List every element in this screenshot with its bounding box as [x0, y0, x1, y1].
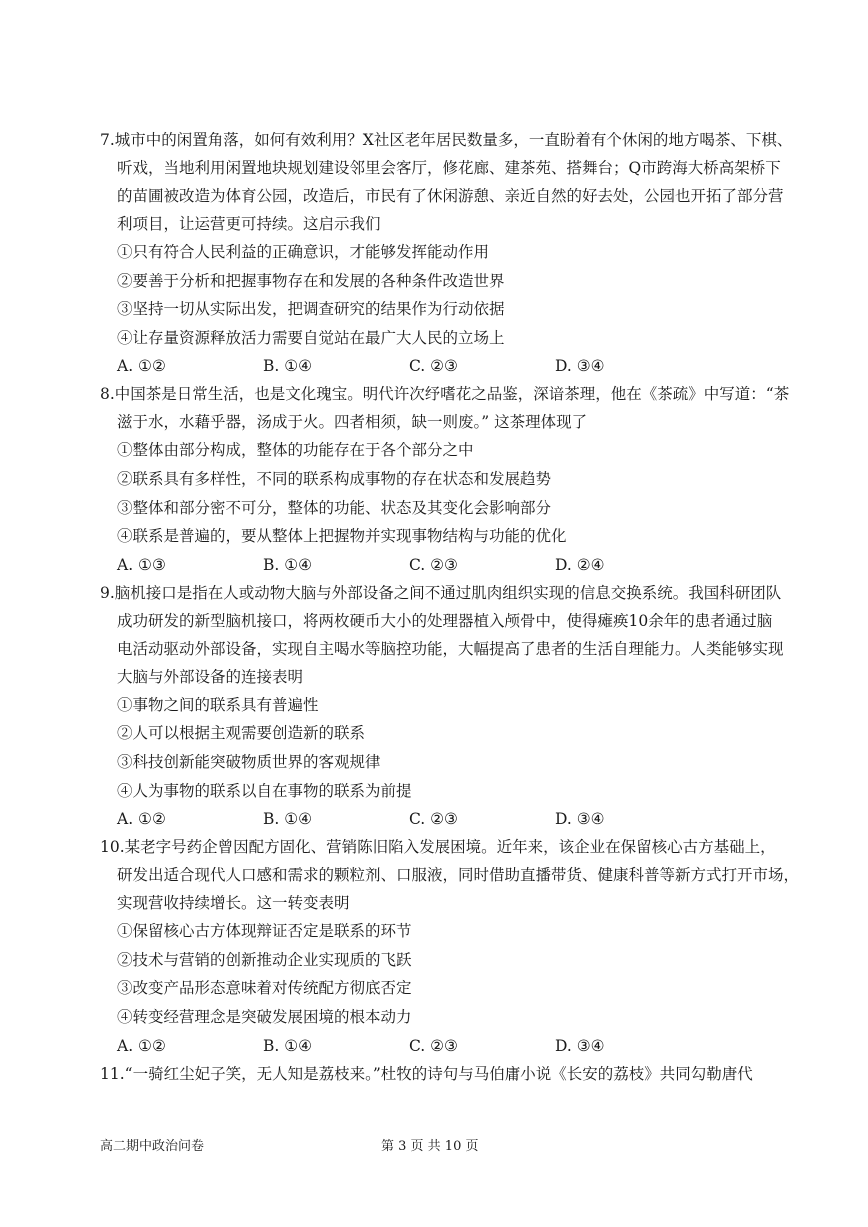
- statement-option: ①保留核心古方体现辩证否定是联系的环节: [117, 922, 412, 941]
- statement-option: ③科技创新能突破物质世界的客观规律: [117, 752, 381, 771]
- question-text-line: 的苗圃被改造为体育公园，改造后，市民有了休闲游憩、亲近自然的好去处，公园也开拓了部分营: [117, 187, 784, 205]
- choice-c: C. ②③: [409, 555, 458, 574]
- choice-b: B. ①④: [263, 555, 313, 574]
- statement-option: ③整体和部分密不可分，整体的功能、状态及其变化会影响部分: [117, 498, 552, 517]
- question-text-line: 电活动驱动外部设备，实现自主喝水等脑控功能，大幅提高了患者的生活自理能力。人类能够实现: [117, 639, 784, 658]
- choice-c: C. ②③: [409, 357, 458, 376]
- choice-c: C. ②③: [409, 810, 458, 829]
- question-9: [100, 579, 800, 833]
- answer-choices: [100, 352, 800, 380]
- question-text-line: 实现营收持续增长。这一转变表明: [117, 894, 350, 913]
- choice-a: A. ①②: [117, 810, 166, 829]
- statement-option: ②技术与营销的创新推动企业实现质的飞跃: [117, 950, 412, 969]
- statement-option: ④让存量资源释放活力需要自觉站在最广大人民的立场上: [117, 328, 505, 347]
- question-text-line: 7.城市中的闲置角落，如何有效利用？X社区老年居民数量多，一直盼着有个休闲的地方喝茶、下棋、: [100, 131, 793, 149]
- statement-option: ②联系具有多样性，不同的联系构成事物的存在状态和发展趋势: [117, 469, 552, 488]
- question-text-line: 滋于水，水藉乎器，汤成于火。四者相须，缺一则废。” 这茶理体现了: [117, 413, 588, 432]
- answer-choices: [100, 1032, 800, 1060]
- answer-choices: [100, 551, 800, 579]
- question-text-line: 9.脑机接口是指在人或动物大脑与外部设备之间不通过肌肉组织实现的信息交换系统。我国科研团队: [100, 583, 782, 602]
- statement-option: ①只有符合人民利益的正确意识，才能够发挥能动作用: [117, 243, 490, 261]
- question-11: [100, 1060, 800, 1088]
- statement-option: ①整体由部分构成，整体的功能存在于各个部分之中: [117, 441, 474, 460]
- question-text-line: 大脑与外部设备的连接表明: [117, 667, 304, 686]
- statement-option: ③坚持一切从实际出发，把调查研究的结果作为行动依据: [117, 300, 505, 319]
- statement-option: ②要善于分析和把握事物存在和发展的各种条件改造世界: [117, 271, 505, 290]
- statement-option: ③改变产品形态意味着对传统配方彻底否定: [117, 979, 412, 998]
- choice-b: B. ①④: [263, 1036, 313, 1055]
- choice-b: B. ①④: [263, 357, 313, 376]
- choice-a: A. ①②: [117, 1036, 166, 1055]
- question-text-line: 11.“一骑红尘妃子笑，无人知是荔枝来。”杜牧的诗句与马伯庸小说《长安的荔枝》共同勾勒唐代: [100, 1064, 753, 1083]
- statement-option: ④联系是普遍的，要从整体上把握物并实现事物结构与功能的优化: [117, 527, 567, 546]
- choice-d: D. ③④: [555, 357, 605, 376]
- question-text-line: 利项目，让运营更可持续。这启示我们: [117, 215, 381, 233]
- choice-d: D. ③④: [555, 1036, 605, 1055]
- question-text-line: 听戏，当地利用闲置地块规划建设邻里会客厅，修花廊、建茶苑、搭舞台；Q市跨海大桥高架桥下: [117, 159, 781, 177]
- question-8: [100, 380, 800, 578]
- statement-option: ②人可以根据主观需要创造新的联系: [117, 724, 366, 743]
- footer-exam-title: 高二期中政治问卷: [100, 1139, 205, 1154]
- choice-a: A. ①③: [117, 555, 166, 574]
- choice-d: D. ③④: [555, 810, 605, 829]
- question-text-line: 研发出适合现代人口感和需求的颗粒剂、口服液，同时借助直播带货、健康科普等新方式打开市场，: [117, 866, 800, 885]
- choice-a: A. ①②: [117, 357, 166, 376]
- question-text-line: 成功研发的新型脑机接口，将两枚硬币大小的处理器植入颅骨中，使得瘫痪10余年的患者通过脑: [117, 611, 773, 630]
- footer-page-number: 第 3 页 共 10 页: [381, 1139, 479, 1154]
- question-area: [100, 126, 800, 1088]
- question-10: [100, 833, 800, 1059]
- statement-option: ④人为事物的联系以自在事物的联系为前提: [117, 781, 412, 800]
- statement-option: ①事物之间的联系具有普遍性: [117, 695, 319, 714]
- question-text-line: 8.中国茶是日常生活，也是文化瑰宝。明代许次纾嗜花之品鉴，深谙茶理，他在《茶疏》中写道：“茶: [100, 385, 790, 404]
- question-text-line: 10.某老字号药企曾因配方固化、营销陈旧陷入发展困境。近年来，该企业在保留核心古方基础上，: [100, 838, 776, 857]
- choice-b: B. ①④: [263, 810, 313, 829]
- statement-option: ④转变经营理念是突破发展困境的根本动力: [117, 1007, 412, 1026]
- choice-d: D. ②④: [555, 555, 605, 574]
- choice-c: C. ②③: [409, 1036, 458, 1055]
- question-7: [100, 126, 800, 380]
- answer-choices: [100, 805, 800, 833]
